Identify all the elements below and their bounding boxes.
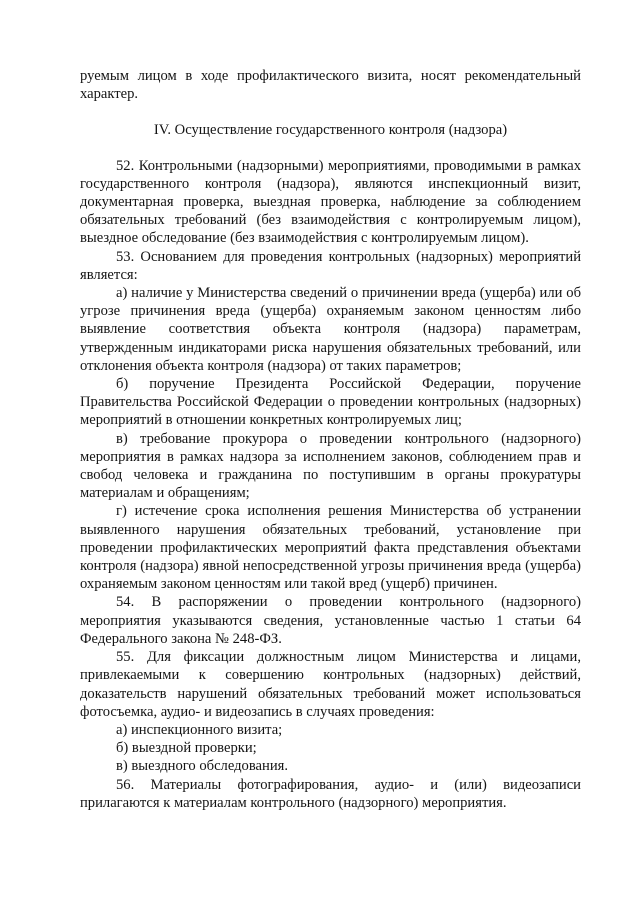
section-heading: IV. Осуществление государственного контроля (надзора) [153, 122, 508, 139]
paragraph-56: 56. Материалы фотографирования, аудио- и (или) видеозаписи прилагаются к материалам контрольного (надзорного) мероприятия. [80, 776, 581, 811]
paragraph-53-v: в) требование прокурора о проведении контрольного (надзорного) мероприятия в рамках надзора за исполнением законов, соблюдением прав и свобод человека и гражданина по поступившим в органы прокуратуры материалам и обращениям; [80, 430, 581, 502]
paragraph-53-b: б) поручение Президента Российской Федерации, поручение Правительства Российской Федерации о проведении контрольных (надзорных) мероприятий в отношении конкретных контролируемых лиц; [80, 376, 581, 429]
paragraph-53-a: а) наличие у Министерства сведений о причинении вреда (ущерба) или об угрозе причинения вреда (ущерба) охраняемым законом ценностям либо выявление соответствия объекта контроля (надзора) параметрам, утвержденным индикаторами риска нарушения обязательных требований, или отклонения объекта контроля (надзора) от таких параметров; [80, 285, 581, 374]
paragraph-52: 52. Контрольными (надзорными) мероприятиями, проводимыми в рамках государственного контроля (надзора), являются инспекционный визит, документарная проверка, выездная проверка, наблюдение за соблюдением обязательных требований (без взаимодействия с контролируемым лицом), выездное обследование (без взаимодействия с контролируемым лицом). [80, 157, 581, 247]
paragraph-54: 54. В распоряжении о проведении контрольного (надзорного) мероприятия указываются сведения, установленные частью 1 статьи 64 Федерального закона № 248-ФЗ. [80, 594, 581, 647]
paragraph-55-v: в) выездного обследования. [116, 758, 288, 775]
document-body [80, 67, 581, 812]
intro-continuation: руемым лицом в ходе профилактического визита, носят рекомендательный характер. [80, 68, 581, 103]
paragraph-55: 55. Для фиксации должностным лицом Министерства и лицами, привлекаемыми к совершению контрольных (надзорных) действий, доказательств нарушений обязательных требований может использоваться фотосъемка, аудио- и видеозапись в случаях проведения: [80, 649, 581, 720]
paragraph-53-g: г) истечение срока исполнения решения Министерства об устранении выявленного нарушения обязательных требований, установление при проведении профилактических мероприятий факта представления объектами контроля (надзора) явной непосредственной угрозы причинения вреда (ущерба) охраняемым законом ценностям или такой вред (ущерб) причинен. [80, 503, 581, 593]
paragraph-55-a: а) инспекционного визита; [116, 721, 283, 738]
paragraph-55-b: б) выездной проверки; [116, 740, 257, 757]
paragraph-53: 53. Основанием для проведения контрольных (надзорных) мероприятий является: [80, 248, 581, 283]
